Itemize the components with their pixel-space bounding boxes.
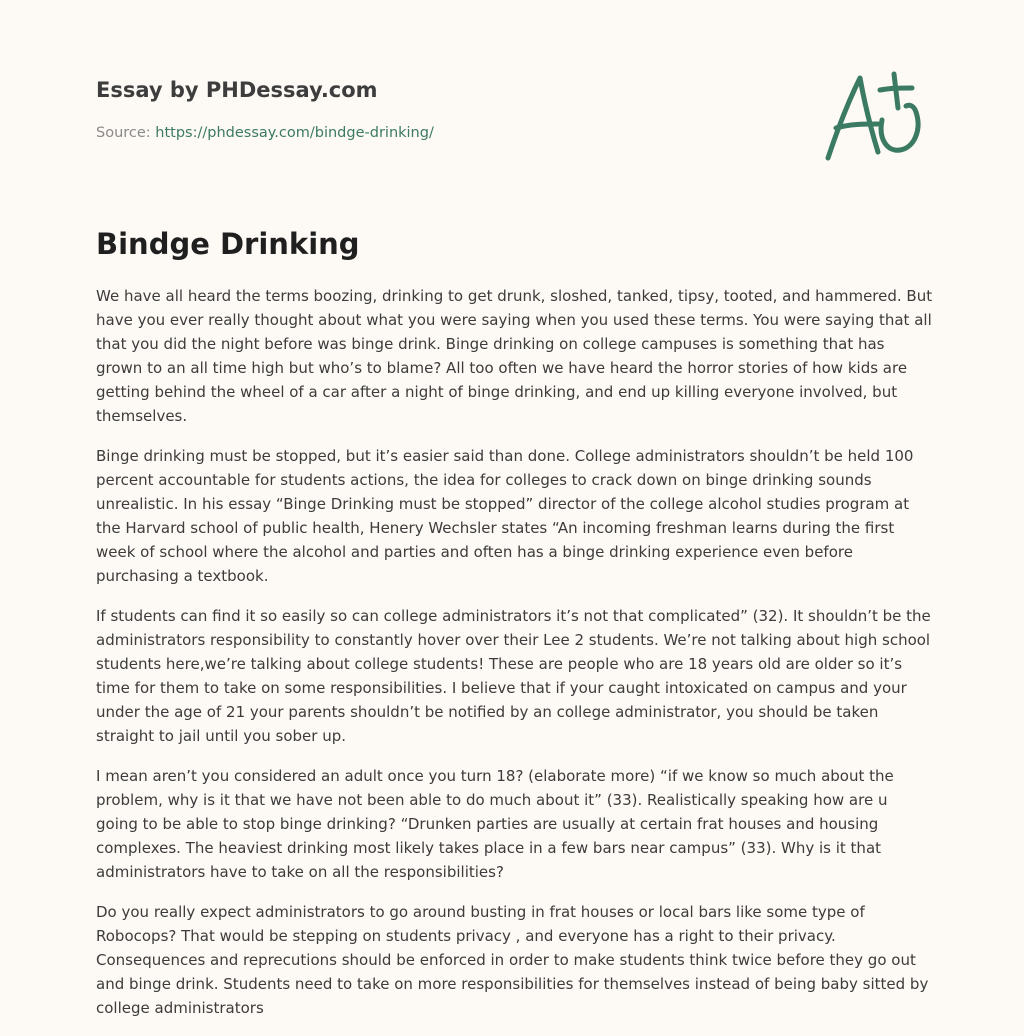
essay-paragraph: I mean aren’t you considered an adult once you turn 18? (elaborate more) “if we know so much about the problem, why is it that we have not been able to do much about it” (33). Realistically speaking how are u going to be able to stop binge drinking? “Drunken parties are usually at certain frat houses and housing complexes. The heaviest drinking most likely takes place in a few bars near campus” (33). Why is it that administrators have to take on all the responsibilities? [96,767,894,881]
source-line [96,123,434,143]
essay-paragraph: Do you really expect administrators to go around busting in frat houses or local bars like some type of Robocops? That would be stepping on students privacy , and everyone has a right to their privacy. Consequences and reprecutions should be enforced in order to make students think twice before they go out and binge drink. Students need to take on more responsibilities for themselves instead of being baby sitted by college administrators [96,903,929,1017]
essay-paragraph: We have all heard the terms boozing, drinking to get drunk, sloshed, tanked, tipsy, tooted, and hammered. But have you ever really thought about what you were saying when you used these terms. You were saying that all that you did the night before was binge drink. Binge drinking on college campuses is something that has grown to an all time high but who’s to blame? All too often we have heard the horror stories of how kids are getting behind the wheel of a car after a night of binge drinking, and end up killing everyone involved, but themselves. [96,287,933,425]
essay-body [96,284,934,1036]
a-plus-logo-icon [818,68,930,164]
essay-paragraph: Binge drinking must be stopped, but it’s easier said than done. College administrators shouldn’t be held 100 percent accountable for students actions, the idea for colleges to crack down on binge drinking sounds unrealistic. In his essay “Binge Drinking must be stopped” director of the college alcohol studies program at the Harvard school of public health, Henery Wechsler states “An incoming freshman learns during the first week of school where the alcohol and parties and often has a binge drinking experience even before purchasing a textbook. [96,447,914,585]
essay-paragraph: If students can find it so easily so can college administrators it’s not that complicated” (32). It shouldn’t be the administrators responsibility to constantly hover over their Lee 2 students. We’re not talking about high school students here,we’re talking about college students! These are people who are 18 years old are older so it’s time for them to take on some responsibilities. I believe that if your caught intoxicated on campus and your under the age of 21 your parents shouldn’t be notified by an college administrator, you should be taken straight to jail until you sober up. [96,607,931,745]
source-label: Source: [96,125,151,141]
source-link[interactable]: https://phdessay.com/bindge-drinking/ [155,125,434,141]
essay-title: Bindge Drinking [96,227,360,261]
site-brand: Essay by PHDessay.com [96,78,378,102]
